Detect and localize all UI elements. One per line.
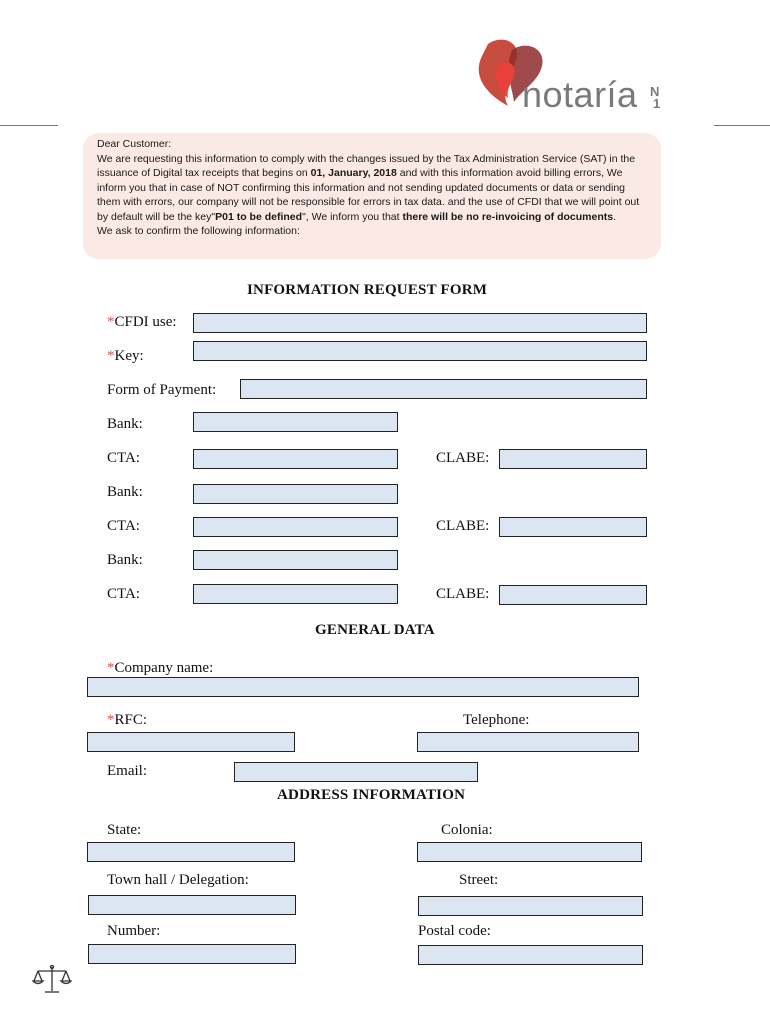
bank-2-label: Bank: [107,484,143,500]
email-input[interactable] [234,762,478,782]
postal-code-label: Postal code: [418,923,491,939]
bank-1-label: Bank: [107,416,143,432]
state-input[interactable] [87,842,295,862]
rfc-label: *RFC: [107,712,148,728]
left-divider [0,125,58,126]
payment-label: Form of Payment: [107,382,217,398]
key-input[interactable] [193,341,647,361]
notice-box [83,133,661,259]
general-title: GENERAL DATA [315,622,435,638]
form-title: INFORMATION REQUEST FORM [247,282,488,298]
logo-subscript: 1 [653,96,661,111]
bank-3-input[interactable] [193,550,398,570]
clabe-3-input[interactable] [499,585,647,605]
cfdi-label: *CFDI use: [107,314,177,330]
key-label: *Key: [107,348,144,364]
colonia-label: Colonia: [441,822,493,838]
logo-wordmark: notaría [522,74,638,115]
company-label: *Company name: [107,660,214,676]
notice-body: We are requesting this information to comply with the changes issued by the Tax Administration Service (SAT) in the issuance of Digital tax receipts that begins on 01, January, 2018 and with this information avoid billing errors, We inform you that in case of NOT confirming this information and not sending updated documents or data or sending them with errors, our company will not be responsible for errors in tax data. and the use of CFDI that we will point out by default will be the key"P01 to be defined", We inform you that there will be no re-invoicing of documents. [97,152,640,223]
notice-closing: We ask to confirm the following information: [97,225,300,237]
notice-date: 01, January, 2018 [310,167,397,179]
bank-2-input[interactable] [193,484,398,504]
postal-code-input[interactable] [418,945,643,965]
clabe-3-label: CLABE: [436,586,490,602]
logo-number [650,86,660,110]
street-input[interactable] [418,896,643,916]
telephone-input[interactable] [417,732,639,752]
cta-1-input[interactable] [193,449,398,469]
clabe-1-input[interactable] [499,449,647,469]
street-label: Street: [459,872,499,888]
bank-3-label: Bank: [107,552,143,568]
clabe-2-label: CLABE: [436,518,490,534]
notice-greeting: Dear Customer: [97,138,172,150]
colonia-input[interactable] [417,842,642,862]
telephone-label: Telephone: [463,712,530,728]
cta-2-label: CTA: [107,518,140,534]
notice-no-reinvoice: there will be no re-invoicing of documents [402,210,614,223]
town-hall-label: Town hall / Delegation: [107,872,249,888]
logo-superscript: N [650,84,660,99]
address-title: ADDRESS INFORMATION [277,787,466,803]
payment-input[interactable] [240,379,647,399]
cta-3-input[interactable] [193,584,398,604]
rfc-input[interactable] [87,732,295,752]
clabe-2-input[interactable] [499,517,647,537]
scales-of-justice-icon [32,964,72,996]
town-hall-input[interactable] [88,895,296,915]
clabe-1-label: CLABE: [436,450,490,466]
email-label: Email: [107,763,147,779]
cta-1-label: CTA: [107,450,140,466]
cta-3-label: CTA: [107,586,140,602]
cta-2-input[interactable] [193,517,398,537]
number-input[interactable] [88,944,296,964]
bank-1-input[interactable] [193,412,398,432]
notice-key: P01 to be defined [215,210,303,223]
right-divider [714,125,770,126]
state-label: State: [107,822,142,838]
cfdi-use-input[interactable] [193,313,647,333]
company-name-input[interactable] [87,677,639,697]
number-label: Number: [107,923,161,939]
